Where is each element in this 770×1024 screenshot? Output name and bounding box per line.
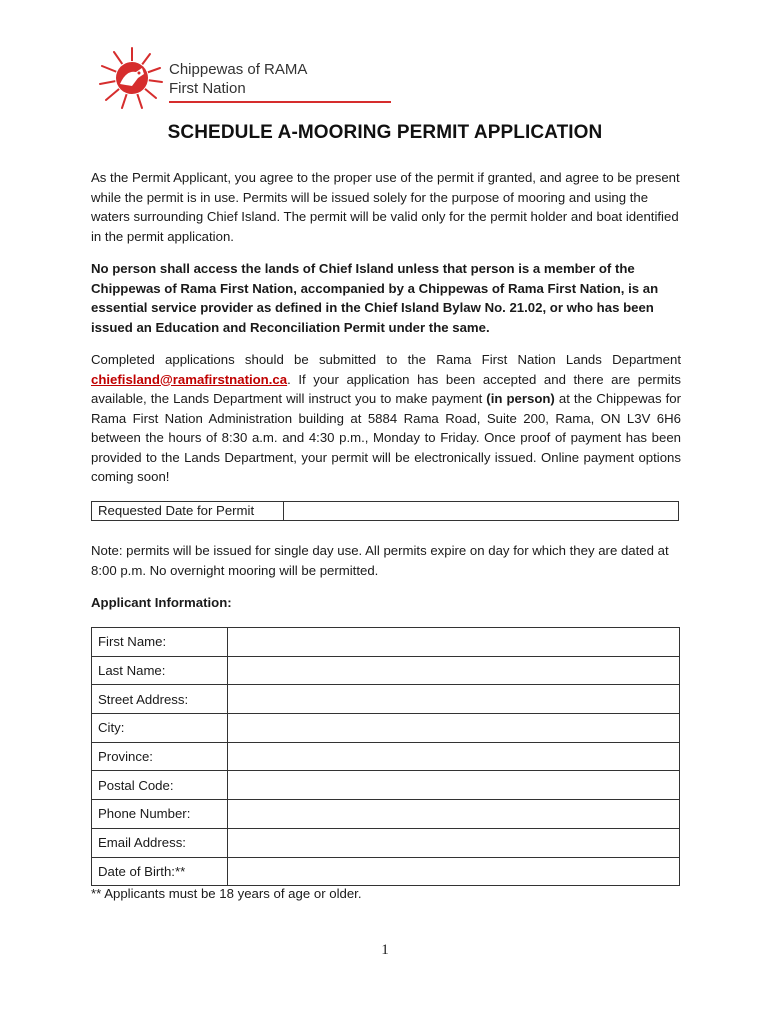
submission-paragraph [91,350,681,487]
date-of-birth-label: Date of Birth:** [92,857,228,886]
table-row [92,685,680,714]
in-person-emphasis: (in person) [486,391,555,406]
first-name-label: First Name: [92,628,228,657]
single-day-note: Note: permits will be issued for single day use. All permits expire on day for which they are dated at 8:00 p.m. No overnight mooring will be permitted. [91,543,669,578]
table-row [92,828,680,857]
intro-paragraph: As the Permit Applicant, you agree to the proper use of the permit if granted, and agree to be present while the permit is in use. Permits will be issued solely for the purpose of mooring and using the waters surrounding Chief Island. The permit will be valid only for the permit holder and boat identified in the permit application. [91,170,680,244]
last-name-label: Last Name: [92,656,228,685]
applicant-info-heading: Applicant Information: [91,595,232,610]
street-address-label: Street Address: [92,685,228,714]
city-field[interactable] [228,714,680,743]
email-link[interactable]: chiefisland@ramafirstnation.ca [91,371,288,387]
city-label: City: [92,714,228,743]
access-notice-paragraph: No person shall access the lands of Chief Island unless that person is a member of the Chippewas of Rama First Nation, accompanied by a Chippewas of Rama First Nation, is an essential service provider as defined in the Chief Island Bylaw No. 21.02, or who has been issued an Education and Reconciliation Permit under the same. [91,261,659,335]
logo-divider [169,101,391,103]
phone-number-label: Phone Number: [92,800,228,829]
submission-text-end: at the Chippewas for Rama First Nation Administration building at 5884 Rama Road, Suite 200, Rama, ON L3V 6H6 between the hours of 8:30 a.m. and 4:30 p.m., Monday to Friday. Once proof of payment has been provided to the Lands Department, your permit will be electronically issued. Online payment options coming soon! [91,391,681,484]
province-label: Province: [92,742,228,771]
province-field[interactable] [228,742,680,771]
page-title: SCHEDULE A-MOORING PERMIT APPLICATION [167,122,603,143]
organization-logo [92,42,312,114]
requested-date-label: Requested Date for Permit [92,502,284,520]
table-row [92,714,680,743]
submission-text-start: Completed applications should be submitted to the Rama First Nation Lands Department [91,352,681,367]
last-name-field[interactable] [228,656,680,685]
email-address-field[interactable] [228,828,680,857]
sun-emblem-icon [92,42,172,114]
requested-date-row [91,501,679,521]
table-row [92,656,680,685]
phone-number-field[interactable] [228,800,680,829]
age-footnote: ** Applicants must be 18 years of age or older. [91,886,362,901]
table-row [92,800,680,829]
postal-code-field[interactable] [228,771,680,800]
table-row [92,628,680,657]
email-address-label: Email Address: [92,828,228,857]
requested-date-field[interactable] [284,502,678,520]
first-name-field[interactable] [228,628,680,657]
postal-code-label: Postal Code: [92,771,228,800]
date-of-birth-field[interactable] [228,857,680,886]
table-row [92,742,680,771]
page-number: 1 [381,942,389,958]
logo-text-line-1: Chippewas of RAMA [169,61,308,78]
submission-text-middle: . If your application has been accepted and there are permits available, the Lands Department will instruct you to make payment [91,371,681,406]
street-address-field[interactable] [228,685,680,714]
table-row [92,771,680,800]
logo-text-line-2: First Nation [169,80,246,97]
table-row [92,857,680,886]
applicant-info-table [91,627,680,886]
